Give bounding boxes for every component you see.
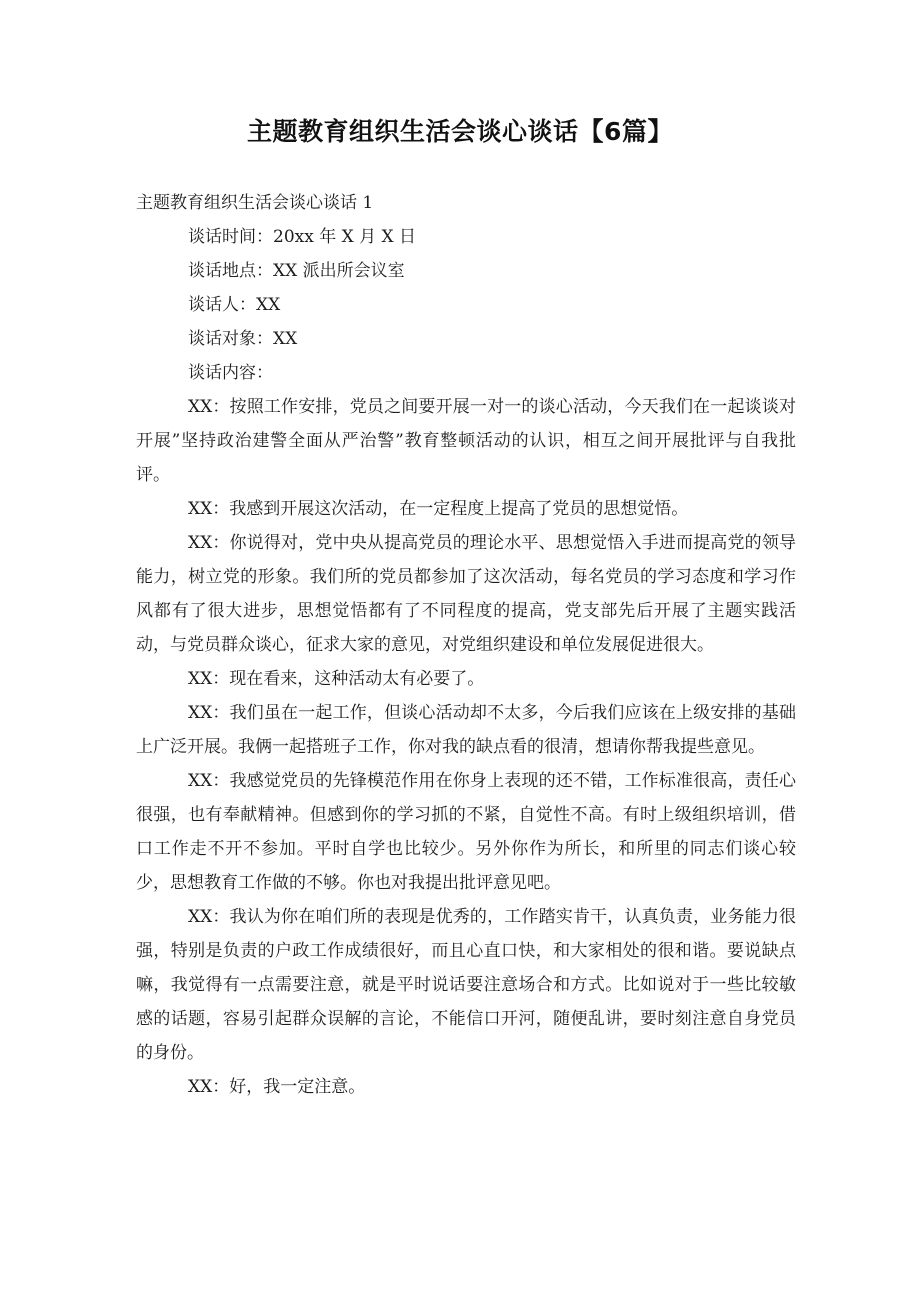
- section-heading: 主题教育组织生活会谈心谈话 1: [136, 193, 374, 213]
- dialogue-paragraph-4: XX：现在看来，这种活动太有必要了。: [188, 669, 485, 689]
- meta-time: 谈话时间：20xx 年 X 月 X 日: [188, 227, 417, 247]
- dialogue-paragraph-5: XX：我们虽在一起工作，但谈心活动却不太多，今后我们应该在上级安排的基础上广泛开展。我俩一起搭班子工作，你对我的缺点看的很清，想请你帮我提些意见。: [136, 703, 796, 757]
- dialogue-paragraph-7: XX：我认为你在咱们所的表现是优秀的，工作踏实肯干，认真负责，业务能力很强，特别是负责的户政工作成绩很好，而且心直口快，和大家相处的很和谐。要说缺点嘛，我觉得有一点需要注意，就是平时说话要注意场合和方式。比如说对于一些比较敏感的话题，容易引起群众误解的言论，不能信口开河，随便乱讲，要时刻注意自身党员的身份。: [136, 907, 796, 1063]
- meta-place: 谈话地点：XX 派出所会议室: [188, 261, 405, 281]
- dialogue-paragraph-6: XX：我感觉党员的先锋模范作用在你身上表现的还不错，工作标准很高，责任心很强，也有奉献精神。但感到你的学习抓的不紧，自觉性不高。有时上级组织培训，借口工作走不开不参加。平时自学也比较少。另外你作为所长，和所里的同志们谈心较少，思想教育工作做的不够。你也对我提出批评意见吧。: [136, 771, 796, 893]
- dialogue-paragraph-2: XX：我感到开展这次活动，在一定程度上提高了党员的思想觉悟。: [188, 499, 689, 519]
- document-title: 主题教育组织生活会谈心谈话【6篇】: [247, 117, 673, 146]
- dialogue-paragraph-1: XX：按照工作安排，党员之间要开展一对一的谈心活动，今天我们在一起谈谈对开展”坚持政治建警全面从严治警”教育整顿活动的认识，相互之间开展批评与自我批评。: [136, 397, 796, 485]
- document-body: [136, 186, 796, 1104]
- meta-target: 谈话对象：XX: [188, 329, 298, 349]
- dialogue-paragraph-3: XX：你说得对，党中央从提高党员的理论水平、思想觉悟入手进而提高党的领导能力，树立党的形象。我们所的党员都参加了这次活动，每名党员的学习态度和学习作风都有了很大进步，思想觉悟都有了不同程度的提高，党支部先后开展了主题实践活动，与党员群众谈心，征求大家的意见，对党组织建设和单位发展促进很大。: [136, 533, 796, 655]
- meta-speaker: 谈话人：XX: [188, 295, 281, 315]
- meta-content-label: 谈话内容：: [188, 363, 273, 383]
- dialogue-paragraph-8: XX：好，我一定注意。: [188, 1077, 366, 1097]
